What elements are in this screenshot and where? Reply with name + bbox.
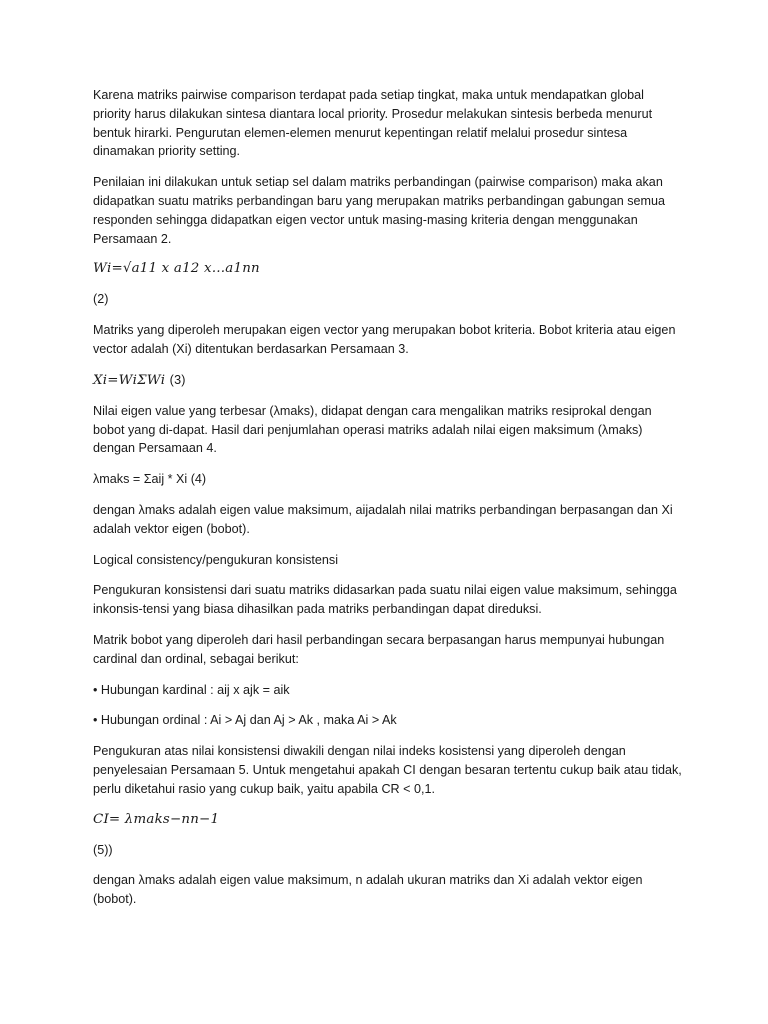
paragraph-priority-setting: Karena matriks pairwise comparison terdapat pada setiap tingkat, maka untuk mendapatkan global priority harus dilakukan sintesa diantara local priority. Prosedur melakukan sintesis berbeda menurut bentuk hirarki. Pengurutan elemen-elemen menurut kepentingan relatif melalui prosedur sintesa dinamakan priority setting. — [93, 88, 653, 159]
paragraph-consistency-measure: Pengukuran konsistensi dari suatu matriks didasarkan pada suatu nilai eigen value maksimum, sehingga inkonsis-tensi yang biasa dihasilkan pada matriks perbandingan dapat direduksi. — [93, 583, 677, 617]
paragraph-lambda-definition: dengan λmaks adalah eigen value maksimum, aijadalah nilai matriks perbandingan berpasangan dan Xi adalah vektor eigen (bobot). — [93, 502, 673, 536]
equation-2: 𝑊𝑖=√𝑎11 𝑥 𝑎12 𝑥…𝑎1𝑛𝑛 — [93, 261, 260, 277]
equation-3 — [93, 370, 683, 391]
equation-5: 𝐶𝐼= 𝜆𝑚𝑎𝑘𝑠−𝑛𝑛−1 — [93, 811, 220, 827]
document-page — [93, 86, 683, 921]
paragraph-eigen-vector-intro: Penilaian ini dilakukan untuk setiap sel dalam matriks perbandingan (pairwise comparison) maka akan didapatkan suatu matriks perbandingan baru yang merupakan matriks perbandingan gabungan semua responden sehingga didapatkan eigen vector untuk masing-masing kriteria dengan menggunakan Persamaan 2. — [93, 175, 665, 246]
paragraph-matrix-relations: Matrik bobot yang diperoleh dari hasil perbandingan secara berpasangan harus mempunyai hubungan cardinal dan ordinal, sebagai berikut: — [93, 632, 665, 666]
paragraph-bobot-kriteria: Matriks yang diperoleh merupakan eigen vector yang merupakan bobot kriteria. Bobot kriteria atau eigen vector adalah (Xi) ditentukan berdasarkan Persamaan 3. — [93, 323, 676, 356]
list-item-ordinal: • Hubungan ordinal : Ai > Aj dan Aj > Ak , maka Ai > Ak — [93, 713, 397, 728]
list-item-cardinal: • Hubungan kardinal : aij x ajk = aik — [93, 682, 290, 697]
paragraph-consistency-index: Pengukuran atas nilai konsistensi diwakili dengan nilai indeks kosistensi yang diperoleh dengan penyelesaian Persamaan 5. Untuk mengetahui apakah CI dengan besaran tertentu cukup baik atau tidak, perlu diketahui rasio yang cukup baik, yaitu apabila CR < 0,1. — [93, 744, 682, 796]
paragraph-final-definition: dengan λmaks adalah eigen value maksimum, n adalah ukuran matriks dan Xi adalah vektor eigen (bobot). — [93, 873, 643, 907]
equation-4: λmaks = Σaij * Xi (4) — [93, 472, 207, 487]
equation-3-formula: 𝑋𝑖=𝑊𝑖Σ𝑊𝑖 — [93, 372, 166, 388]
equation-3-number: (3) — [169, 372, 186, 387]
equation-5-number: (5)) — [93, 842, 113, 857]
paragraph-eigen-value: Nilai eigen value yang terbesar (λmaks), didapat dengan cara mengalikan matriks resiprokal dengan bobot yang di-dapat. Hasil dari penjumlahan operasi matriks adalah nilai eigen maksimum (λmaks) dengan Persamaan 4. — [93, 403, 652, 456]
section-heading-consistency: Logical consistency/pengukuran konsistensi — [93, 552, 339, 567]
equation-2-number: (2) — [93, 292, 109, 307]
